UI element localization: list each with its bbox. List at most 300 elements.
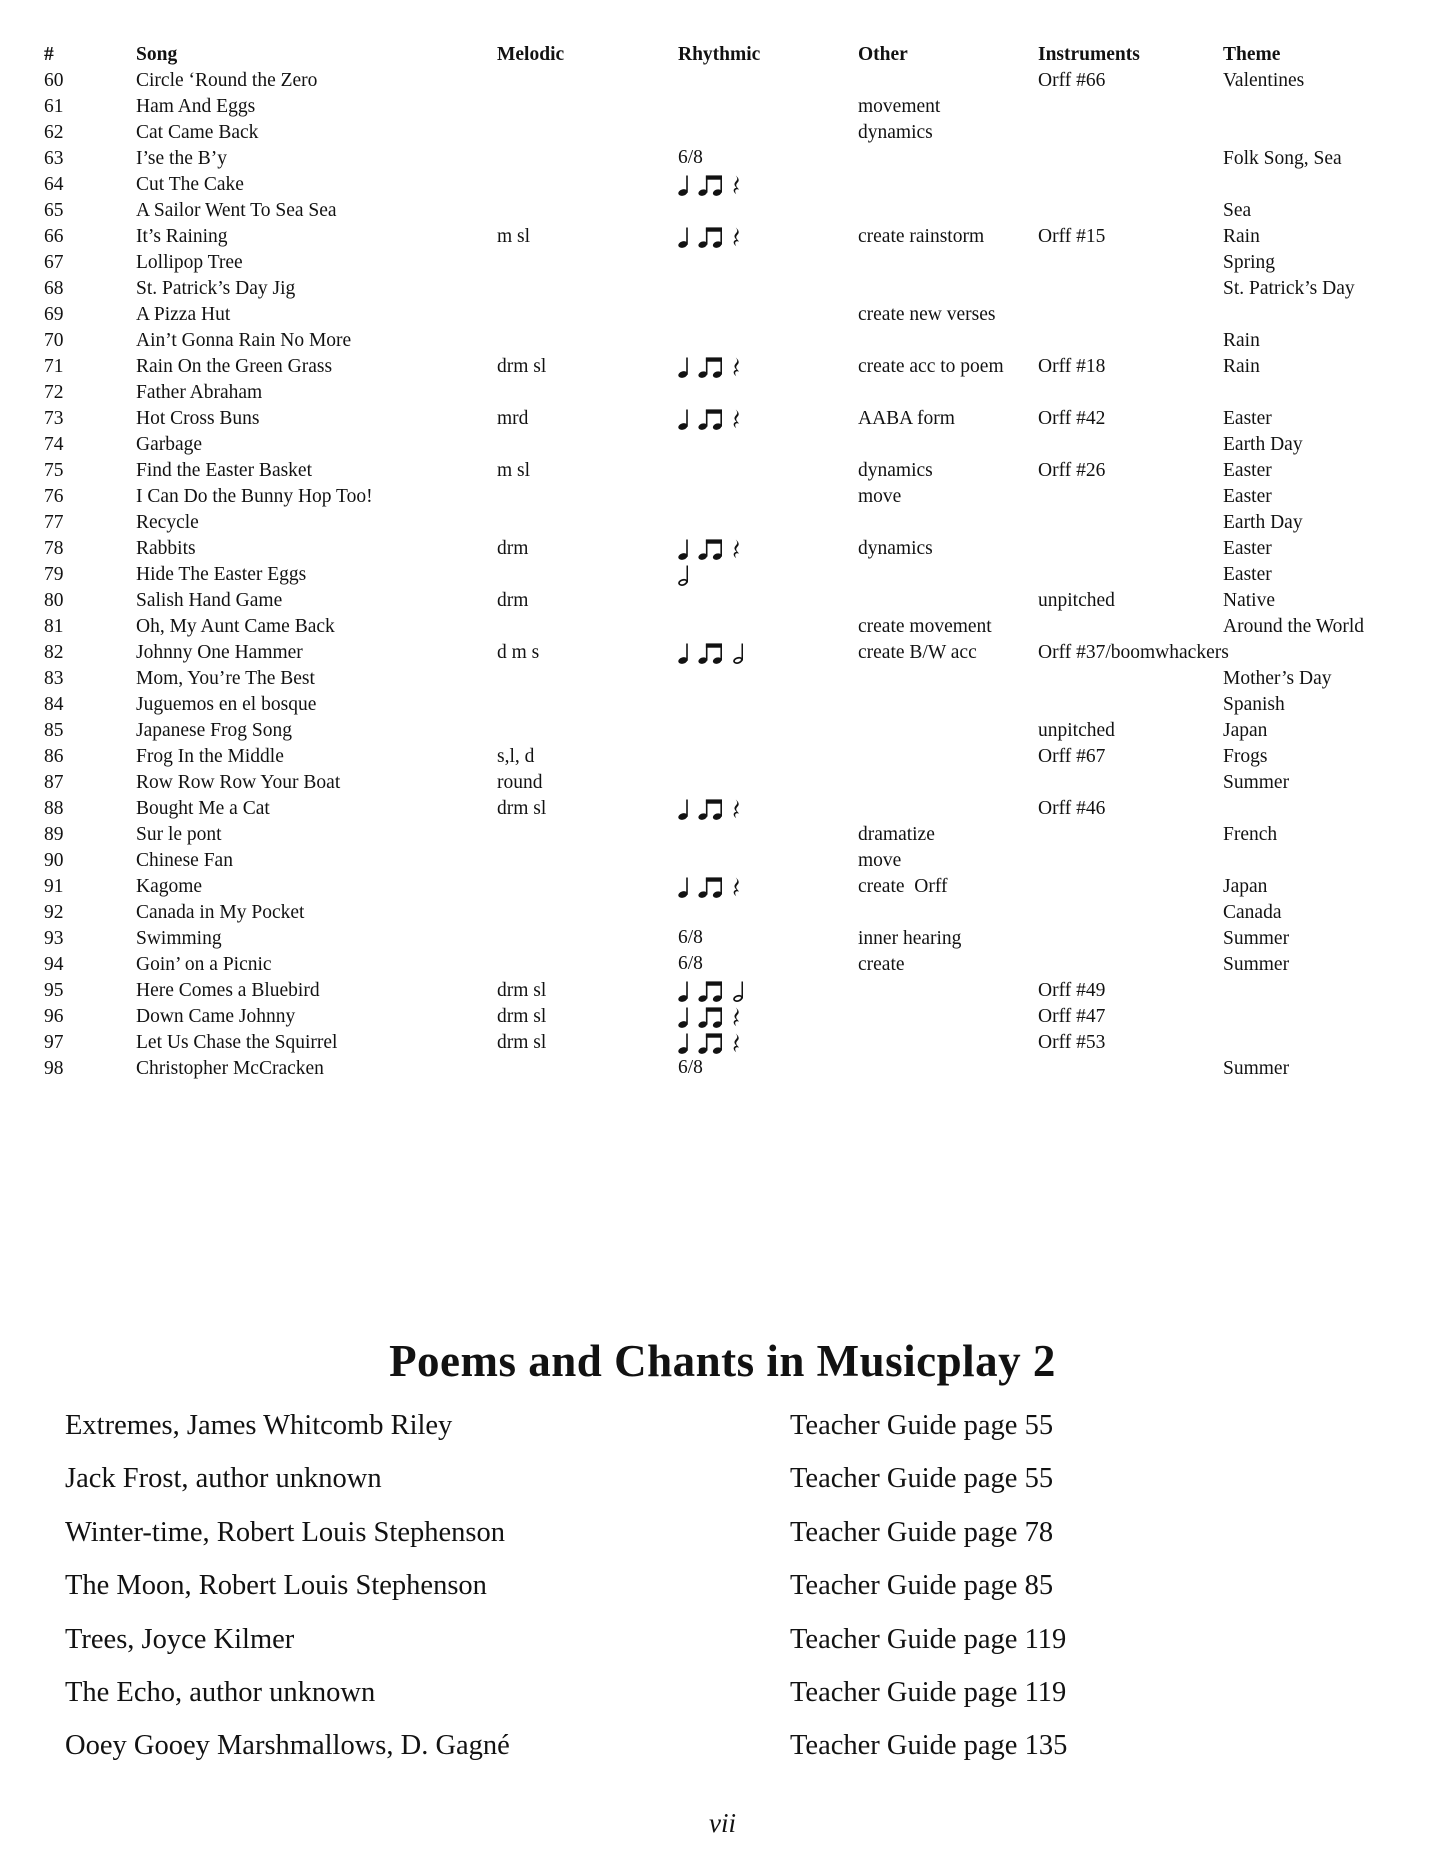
table-row xyxy=(0,588,1445,614)
cell-number: 98 xyxy=(44,1058,64,1079)
cell-number: 61 xyxy=(44,96,64,117)
cell-song: Down Came Johnny xyxy=(136,1006,296,1027)
cell-melodic xyxy=(497,146,678,172)
cell-number: 62 xyxy=(44,122,64,143)
cell-song: Here Comes a Bluebird xyxy=(136,980,320,1001)
cell-song: I’se the B’y xyxy=(136,148,227,169)
table-row xyxy=(0,198,1445,224)
cell-theme: Easter xyxy=(1223,408,1272,429)
cell-theme xyxy=(1223,302,1445,328)
cell-instruments: Orff #15 xyxy=(1038,226,1106,247)
cell-theme: Easter xyxy=(1223,564,1272,585)
cell-instruments xyxy=(1038,302,1223,328)
table-row xyxy=(0,666,1445,692)
cell-theme: Summer xyxy=(1223,928,1290,949)
quarter-note-icon xyxy=(678,1032,690,1054)
cell-number: 66 xyxy=(44,226,64,247)
poem-reference: Teacher Guide page 78 xyxy=(790,1516,1054,1548)
cell-number: 74 xyxy=(44,434,64,455)
cell-other: create movement xyxy=(858,616,992,637)
cell-theme xyxy=(1223,94,1445,120)
cell-melodic: m sl xyxy=(497,226,531,247)
beamed-eighth-notes-icon xyxy=(698,876,725,898)
cell-theme: Around the World xyxy=(1223,616,1365,637)
cell-other xyxy=(858,328,1038,354)
cell-instruments xyxy=(1038,250,1223,276)
cell-melodic xyxy=(497,328,678,354)
cell-other: dynamics xyxy=(858,460,933,481)
cell-song: Japanese Frog Song xyxy=(136,720,292,741)
cell-number: 71 xyxy=(44,356,64,377)
cell-theme xyxy=(1223,640,1445,666)
cell-theme: Earth Day xyxy=(1223,512,1303,533)
poem-item xyxy=(0,1559,1445,1612)
table-row xyxy=(0,120,1445,146)
cell-rhythmic xyxy=(678,484,858,510)
cell-instruments xyxy=(1038,562,1223,588)
beamed-eighth-notes-icon xyxy=(698,642,725,664)
poem-title: The Echo, author unknown xyxy=(65,1676,376,1708)
cell-number: 96 xyxy=(44,1006,64,1027)
cell-melodic xyxy=(497,926,678,952)
cell-instruments xyxy=(1038,666,1223,692)
table-row xyxy=(0,874,1445,900)
cell-rhythmic xyxy=(678,666,858,692)
cell-instruments xyxy=(1038,952,1223,978)
cell-melodic xyxy=(497,432,678,458)
cell-melodic xyxy=(497,562,678,588)
cell-rhythmic xyxy=(678,640,858,666)
cell-rhythmic xyxy=(678,224,858,250)
cell-other: inner hearing xyxy=(858,928,962,949)
cell-instruments xyxy=(1038,146,1223,172)
cell-instruments: unpitched xyxy=(1038,590,1115,611)
cell-rhythmic xyxy=(678,328,858,354)
poem-item xyxy=(0,1399,1445,1452)
table-row xyxy=(0,952,1445,978)
cell-number: 83 xyxy=(44,668,64,689)
cell-other: create B/W acc xyxy=(858,642,977,663)
cell-song: Goin’ on a Picnic xyxy=(136,954,272,975)
cell-melodic xyxy=(497,380,678,406)
cell-song: Rabbits xyxy=(136,538,196,559)
cell-instruments: Orff #18 xyxy=(1038,356,1106,377)
cell-number: 88 xyxy=(44,798,64,819)
cell-song: Johnny One Hammer xyxy=(136,642,303,663)
cell-song: St. Patrick’s Day Jig xyxy=(136,278,296,299)
cell-melodic: drm xyxy=(497,590,529,611)
cell-other xyxy=(858,770,1038,796)
cell-rhythmic xyxy=(678,380,858,406)
cell-song: A Sailor Went To Sea Sea xyxy=(136,200,337,221)
cell-other: create acc to poem xyxy=(858,356,1004,377)
song-index-table xyxy=(0,42,1445,1082)
cell-number: 93 xyxy=(44,928,64,949)
cell-other: dynamics xyxy=(858,538,933,559)
cell-instruments xyxy=(1038,900,1223,926)
cell-instruments xyxy=(1038,94,1223,120)
cell-rhythmic xyxy=(678,458,858,484)
cell-rhythmic xyxy=(678,562,858,588)
column-header-other: Other xyxy=(858,44,908,65)
poem-reference: Teacher Guide page 55 xyxy=(790,1410,1054,1441)
table-row xyxy=(0,328,1445,354)
table-row xyxy=(0,692,1445,718)
quarter-rest-icon xyxy=(733,227,742,248)
cell-other: AABA form xyxy=(858,408,955,429)
cell-other: create xyxy=(858,954,905,975)
cell-melodic xyxy=(497,952,678,978)
cell-other xyxy=(858,198,1038,224)
cell-other xyxy=(858,796,1038,822)
cell-theme xyxy=(1223,978,1445,1004)
cell-theme: Mother’s Day xyxy=(1223,668,1332,689)
table-row xyxy=(0,172,1445,198)
cell-number: 68 xyxy=(44,278,64,299)
cell-other: dramatize xyxy=(858,824,935,845)
cell-instruments xyxy=(1038,848,1223,874)
cell-rhythmic xyxy=(678,874,858,900)
cell-instruments: Orff #67 xyxy=(1038,746,1106,767)
cell-melodic xyxy=(497,1056,678,1082)
cell-instruments xyxy=(1038,380,1223,406)
cell-instruments xyxy=(1038,432,1223,458)
cell-instruments xyxy=(1038,510,1223,536)
cell-song: Garbage xyxy=(136,434,203,455)
cell-rhythmic xyxy=(678,406,858,432)
cell-theme: Native xyxy=(1223,590,1275,611)
table-row xyxy=(0,1056,1445,1082)
column-header-theme: Theme xyxy=(1223,44,1281,65)
cell-theme: Easter xyxy=(1223,460,1272,481)
table-row xyxy=(0,302,1445,328)
cell-rhythmic xyxy=(678,718,858,744)
cell-theme xyxy=(1223,796,1445,822)
poem-title: Jack Frost, author unknown xyxy=(65,1463,382,1495)
cell-theme: Rain xyxy=(1223,356,1260,377)
cell-instruments xyxy=(1038,484,1223,510)
cell-rhythmic xyxy=(678,588,858,614)
cell-number: 75 xyxy=(44,460,64,481)
table-row xyxy=(0,94,1445,120)
cell-other xyxy=(858,588,1038,614)
table-row xyxy=(0,146,1445,172)
column-header-instruments: Instruments xyxy=(1038,44,1140,65)
cell-melodic: round xyxy=(497,772,543,793)
cell-melodic xyxy=(497,666,678,692)
quarter-rest-icon xyxy=(733,1033,742,1054)
poem-reference: Teacher Guide page 55 xyxy=(790,1463,1054,1495)
cell-rhythmic: 6/8 xyxy=(678,147,703,168)
cell-instruments: Orff #46 xyxy=(1038,798,1106,819)
page-number: vii xyxy=(709,1808,736,1838)
beamed-eighth-notes-icon xyxy=(698,980,725,1002)
cell-song: Ham And Eggs xyxy=(136,96,256,117)
cell-melodic xyxy=(497,198,678,224)
cell-instruments: Orff #53 xyxy=(1038,1032,1106,1053)
quarter-note-icon xyxy=(678,798,690,820)
cell-melodic xyxy=(497,302,678,328)
cell-melodic: drm sl xyxy=(497,798,547,819)
cell-song: I Can Do the Bunny Hop Too! xyxy=(136,486,373,507)
cell-rhythmic xyxy=(678,432,858,458)
cell-number: 90 xyxy=(44,850,64,871)
table-row xyxy=(0,224,1445,250)
cell-song: Find the Easter Basket xyxy=(136,460,313,481)
cell-theme: Summer xyxy=(1223,772,1290,793)
cell-number: 95 xyxy=(44,980,64,1001)
cell-number: 91 xyxy=(44,876,64,897)
cell-song: A Pizza Hut xyxy=(136,304,231,325)
cell-number: 87 xyxy=(44,772,64,793)
column-header-song: Song xyxy=(136,44,178,65)
cell-other xyxy=(858,250,1038,276)
cell-number: 64 xyxy=(44,174,64,195)
poem-item xyxy=(0,1452,1445,1505)
cell-number: 73 xyxy=(44,408,64,429)
beamed-eighth-notes-icon xyxy=(698,538,725,560)
cell-instruments: Orff #66 xyxy=(1038,70,1106,91)
table-row xyxy=(0,276,1445,302)
cell-other xyxy=(858,1030,1038,1056)
quarter-rest-icon xyxy=(733,175,742,196)
cell-other xyxy=(858,1056,1038,1082)
beamed-eighth-notes-icon xyxy=(698,174,725,196)
poem-reference: Teacher Guide page 119 xyxy=(790,1676,1067,1708)
cell-other xyxy=(858,380,1038,406)
column-header-number: # xyxy=(44,44,54,65)
table-row xyxy=(0,484,1445,510)
cell-song: It’s Raining xyxy=(136,226,228,247)
cell-rhythmic xyxy=(678,692,858,718)
cell-other xyxy=(858,692,1038,718)
table-row xyxy=(0,250,1445,276)
cell-theme: French xyxy=(1223,824,1278,845)
cell-theme: Earth Day xyxy=(1223,434,1303,455)
cell-instruments xyxy=(1038,172,1223,198)
beamed-eighth-notes-icon xyxy=(698,1032,725,1054)
cell-other xyxy=(858,172,1038,198)
cell-other: movement xyxy=(858,96,941,117)
cell-rhythmic xyxy=(678,770,858,796)
poem-title: Extremes, James Whitcomb Riley xyxy=(65,1410,453,1441)
cell-theme: Japan xyxy=(1223,876,1268,897)
table-row xyxy=(0,406,1445,432)
table-row xyxy=(0,978,1445,1004)
cell-theme: Canada xyxy=(1223,902,1282,923)
cell-number: 76 xyxy=(44,486,64,507)
cell-melodic: d m s xyxy=(497,642,540,663)
quarter-note-icon xyxy=(678,408,690,430)
poem-title: Winter-time, Robert Louis Stephenson xyxy=(65,1516,505,1548)
cell-rhythmic xyxy=(678,1004,858,1030)
poem-reference: Teacher Guide page 119 xyxy=(790,1623,1067,1655)
cell-number: 89 xyxy=(44,824,64,845)
table-row xyxy=(0,744,1445,770)
cell-number: 85 xyxy=(44,720,64,741)
cell-rhythmic xyxy=(678,198,858,224)
table-row xyxy=(0,848,1445,874)
cell-theme: Summer xyxy=(1223,954,1290,975)
cell-rhythmic: 6/8 xyxy=(678,953,703,974)
quarter-note-icon xyxy=(678,876,690,898)
cell-number: 92 xyxy=(44,902,64,923)
cell-song: Frog In the Middle xyxy=(136,746,284,767)
cell-other xyxy=(858,146,1038,172)
cell-melodic xyxy=(497,276,678,302)
cell-theme xyxy=(1223,172,1445,198)
cell-rhythmic xyxy=(678,744,858,770)
cell-rhythmic xyxy=(678,68,858,94)
cell-melodic xyxy=(497,692,678,718)
poems-section-title: Poems and Chants in Musicplay 2 xyxy=(389,1336,1056,1387)
poem-item xyxy=(0,1719,1445,1772)
cell-number: 97 xyxy=(44,1032,64,1053)
cell-number: 86 xyxy=(44,746,64,767)
song-index-table-body xyxy=(0,68,1445,1082)
cell-melodic xyxy=(497,822,678,848)
cell-song: Rain On the Green Grass xyxy=(136,356,333,377)
poem-title: Trees, Joyce Kilmer xyxy=(65,1623,295,1655)
cell-melodic: s,l, d xyxy=(497,746,535,767)
table-row xyxy=(0,796,1445,822)
quarter-rest-icon xyxy=(733,357,742,378)
cell-song: Recycle xyxy=(136,512,199,533)
poems-list xyxy=(0,1399,1445,1773)
poem-title: The Moon, Robert Louis Stephenson xyxy=(65,1570,487,1602)
cell-theme: Frogs xyxy=(1223,746,1268,767)
cell-melodic: mrd xyxy=(497,408,529,429)
cell-instruments xyxy=(1038,276,1223,302)
cell-number: 78 xyxy=(44,538,64,559)
cell-song: Chinese Fan xyxy=(136,850,233,871)
cell-other: create rainstorm xyxy=(858,226,985,247)
cell-theme xyxy=(1223,1030,1445,1056)
cell-melodic xyxy=(497,614,678,640)
cell-number: 81 xyxy=(44,616,64,637)
cell-other: create Orff xyxy=(858,876,948,897)
cell-instruments xyxy=(1038,536,1223,562)
half-note-icon xyxy=(733,980,745,1002)
cell-other xyxy=(858,562,1038,588)
table-row xyxy=(0,1030,1445,1056)
cell-song: Kagome xyxy=(136,876,203,897)
cell-number: 63 xyxy=(44,148,64,169)
cell-rhythmic xyxy=(678,536,858,562)
table-row xyxy=(0,614,1445,640)
cell-melodic: m sl xyxy=(497,460,531,481)
cell-other xyxy=(858,900,1038,926)
beamed-eighth-notes-icon xyxy=(698,798,725,820)
poem-item xyxy=(0,1666,1445,1719)
table-row xyxy=(0,640,1445,666)
cell-song: Father Abraham xyxy=(136,382,263,403)
cell-theme: Summer xyxy=(1223,1058,1290,1079)
cell-song: Cut The Cake xyxy=(136,174,244,195)
cell-theme: Japan xyxy=(1223,720,1268,741)
cell-song: Mom, You’re The Best xyxy=(136,668,315,689)
cell-rhythmic: 6/8 xyxy=(678,927,703,948)
cell-song: Sur le pont xyxy=(136,824,222,845)
table-row xyxy=(0,718,1445,744)
half-note-icon xyxy=(733,642,745,664)
cell-theme: Sea xyxy=(1223,200,1252,221)
cell-song: Let Us Chase the Squirrel xyxy=(136,1032,338,1053)
quarter-rest-icon xyxy=(733,799,742,820)
cell-melodic: drm xyxy=(497,538,529,559)
table-row xyxy=(0,770,1445,796)
cell-number: 82 xyxy=(44,642,64,663)
cell-other xyxy=(858,978,1038,1004)
beamed-eighth-notes-icon xyxy=(698,356,725,378)
half-note-icon xyxy=(678,564,690,586)
quarter-note-icon xyxy=(678,174,690,196)
table-row xyxy=(0,926,1445,952)
cell-theme: Spring xyxy=(1223,252,1276,273)
cell-instruments xyxy=(1038,614,1223,640)
cell-instruments xyxy=(1038,926,1223,952)
cell-number: 65 xyxy=(44,200,64,221)
cell-melodic xyxy=(497,900,678,926)
quarter-rest-icon xyxy=(733,1007,742,1028)
table-row xyxy=(0,900,1445,926)
cell-instruments xyxy=(1038,822,1223,848)
cell-instruments xyxy=(1038,692,1223,718)
cell-theme: Spanish xyxy=(1223,694,1285,715)
cell-other xyxy=(858,666,1038,692)
cell-instruments xyxy=(1038,328,1223,354)
cell-rhythmic xyxy=(678,302,858,328)
cell-melodic xyxy=(497,250,678,276)
cell-rhythmic xyxy=(678,250,858,276)
quarter-note-icon xyxy=(678,538,690,560)
cell-instruments: unpitched xyxy=(1038,720,1115,741)
cell-melodic xyxy=(497,484,678,510)
cell-melodic xyxy=(497,68,678,94)
cell-theme xyxy=(1223,1004,1445,1030)
cell-other xyxy=(858,510,1038,536)
cell-rhythmic xyxy=(678,94,858,120)
cell-song: Ain’t Gonna Rain No More xyxy=(136,330,352,351)
cell-number: 80 xyxy=(44,590,64,611)
cell-song: Circle ‘Round the Zero xyxy=(136,70,318,91)
cell-song: Cat Came Back xyxy=(136,122,259,143)
cell-song: Bought Me a Cat xyxy=(136,798,270,819)
cell-melodic: drm sl xyxy=(497,356,547,377)
column-header-rhythmic: Rhythmic xyxy=(678,44,761,65)
quarter-rest-icon xyxy=(733,409,742,430)
cell-number: 79 xyxy=(44,564,64,585)
cell-other: move xyxy=(858,850,902,871)
cell-rhythmic xyxy=(678,900,858,926)
cell-theme xyxy=(1223,120,1445,146)
cell-song: Row Row Row Your Boat xyxy=(136,772,341,793)
cell-instruments: Orff #47 xyxy=(1038,1006,1106,1027)
cell-number: 70 xyxy=(44,330,64,351)
table-row xyxy=(0,822,1445,848)
cell-number: 69 xyxy=(44,304,64,325)
cell-song: Oh, My Aunt Came Back xyxy=(136,616,335,637)
cell-rhythmic xyxy=(678,172,858,198)
cell-melodic xyxy=(497,874,678,900)
cell-other xyxy=(858,276,1038,302)
cell-rhythmic xyxy=(678,796,858,822)
quarter-rest-icon xyxy=(733,539,742,560)
poem-item xyxy=(0,1613,1445,1666)
cell-rhythmic xyxy=(678,120,858,146)
cell-melodic: drm sl xyxy=(497,980,547,1001)
cell-melodic xyxy=(497,172,678,198)
